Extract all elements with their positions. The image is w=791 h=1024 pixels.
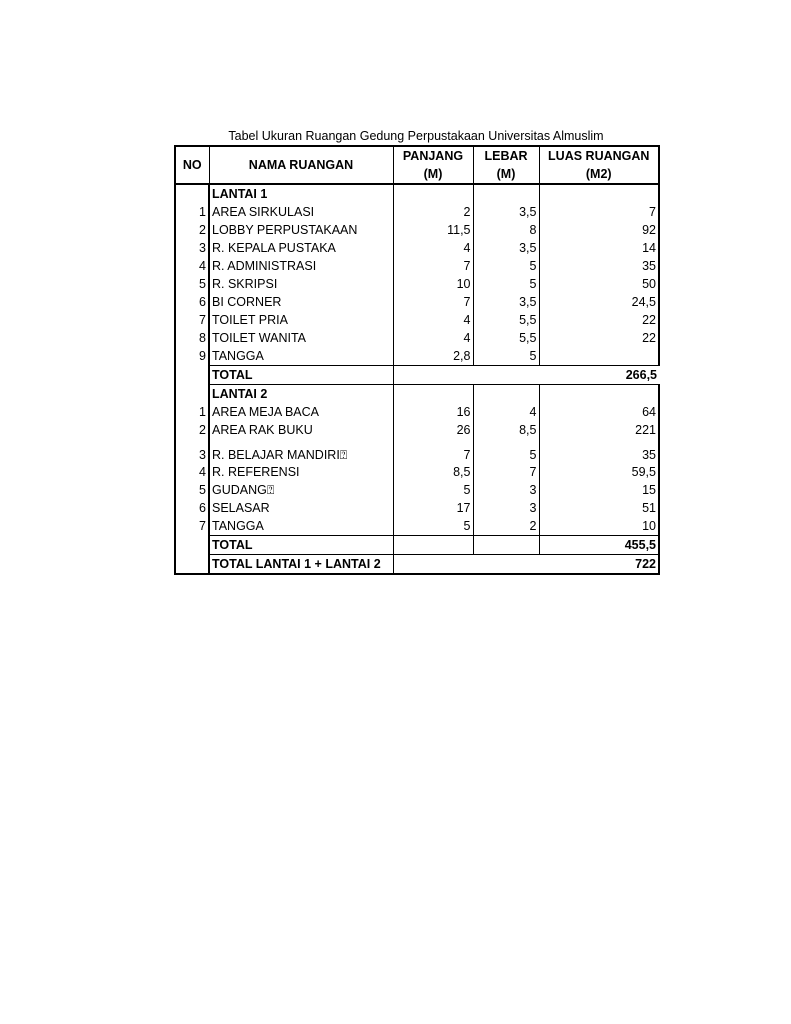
- table-row: [175, 499, 659, 517]
- room-name: AREA SIRKULASI: [209, 203, 393, 221]
- room-length: 16: [393, 403, 473, 421]
- room-name: GUDANG⍰: [209, 481, 393, 499]
- total-row-lantai-2: [175, 536, 659, 555]
- room-area: 35: [539, 257, 659, 275]
- row-number: 6: [175, 499, 209, 517]
- room-length: 11,5: [393, 221, 473, 239]
- room-length: 7: [393, 439, 473, 463]
- room-width: 3: [473, 481, 539, 499]
- room-name: BI CORNER: [209, 293, 393, 311]
- row-number: 2: [175, 421, 209, 439]
- row-number: 4: [175, 463, 209, 481]
- table-row: [175, 293, 659, 311]
- room-length: 17: [393, 499, 473, 517]
- header-luas-unit: (M2): [539, 165, 659, 184]
- room-width: 5,5: [473, 329, 539, 347]
- table-row: [175, 311, 659, 329]
- table-row: [175, 403, 659, 421]
- row-number: 3: [175, 239, 209, 257]
- row-number: 8: [175, 329, 209, 347]
- room-length: 7: [393, 293, 473, 311]
- room-length: 2: [393, 203, 473, 221]
- room-length: 26: [393, 421, 473, 439]
- room-width: 5: [473, 257, 539, 275]
- room-width: 3: [473, 499, 539, 517]
- room-width: 8,5: [473, 421, 539, 439]
- room-width: 3,5: [473, 293, 539, 311]
- room-width: 5,5: [473, 311, 539, 329]
- room-name: R. KEPALA PUSTAKA: [209, 239, 393, 257]
- total-value-text: 266,5: [625, 368, 657, 382]
- total-row-lantai-1: [175, 366, 659, 385]
- room-name: TANGGA: [209, 347, 393, 366]
- row-number: 9: [175, 347, 209, 366]
- room-name: AREA RAK BUKU: [209, 421, 393, 439]
- room-width: 7: [473, 463, 539, 481]
- header-lebar-unit: (M): [473, 165, 539, 184]
- section-title-lantai-1: [175, 184, 659, 203]
- grand-total-value: 722: [393, 555, 659, 575]
- header-row-1: [175, 146, 659, 165]
- room-width: 4: [473, 403, 539, 421]
- room-area: 51: [539, 499, 659, 517]
- room-name: TANGGA: [209, 517, 393, 536]
- header-no: NO: [175, 146, 209, 184]
- room-area: 92: [539, 221, 659, 239]
- room-name: LOBBY PERPUSTAKAAN: [209, 221, 393, 239]
- room-width: 5: [473, 439, 539, 463]
- room-length: 2,8: [393, 347, 473, 366]
- table-row: [175, 257, 659, 275]
- row-number: 5: [175, 481, 209, 499]
- section-title-lantai-2: [175, 385, 659, 404]
- row-number: 7: [175, 311, 209, 329]
- grand-total-label: TOTAL LANTAI 1 + LANTAI 2: [209, 555, 393, 575]
- room-area: 59,5: [539, 463, 659, 481]
- table-row: [175, 221, 659, 239]
- room-area: 64: [539, 403, 659, 421]
- room-width: 3,5: [473, 239, 539, 257]
- table-row: [175, 517, 659, 536]
- room-width: 2: [473, 517, 539, 536]
- room-area: 24,5: [539, 293, 659, 311]
- room-length: 10: [393, 275, 473, 293]
- room-name: R. SKRIPSI: [209, 275, 393, 293]
- section-title: LANTAI 2: [209, 385, 393, 404]
- header-nama-ruangan: NAMA RUANGAN: [209, 146, 393, 184]
- row-number: 6: [175, 293, 209, 311]
- header-lebar: LEBAR: [473, 146, 539, 165]
- room-name: TOILET WANITA: [209, 329, 393, 347]
- section-title: LANTAI 1: [209, 184, 393, 203]
- total-label: TOTAL: [209, 366, 393, 385]
- row-number: 1: [175, 203, 209, 221]
- room-width: 8: [473, 221, 539, 239]
- table-row: [175, 203, 659, 221]
- room-area: 22: [539, 329, 659, 347]
- room-area: 50: [539, 275, 659, 293]
- room-width: 5: [473, 347, 539, 366]
- table-row: [175, 463, 659, 481]
- grand-total-row: [175, 555, 659, 575]
- room-area: 14: [539, 239, 659, 257]
- room-length: 8,5: [393, 463, 473, 481]
- table-row: [175, 439, 659, 463]
- room-name: R. ADMINISTRASI: [209, 257, 393, 275]
- room-area: [539, 347, 659, 366]
- room-area: 221: [539, 421, 659, 439]
- room-area: 7: [539, 203, 659, 221]
- room-length: 4: [393, 239, 473, 257]
- row-number: 7: [175, 517, 209, 536]
- room-name: TOILET PRIA: [209, 311, 393, 329]
- table-row: [175, 275, 659, 293]
- room-length: 5: [393, 481, 473, 499]
- room-size-table: [174, 145, 660, 575]
- row-number: 1: [175, 403, 209, 421]
- table-row: [175, 329, 659, 347]
- table-caption: Tabel Ukuran Ruangan Gedung Perpustakaan Universitas Almuslim: [228, 129, 604, 143]
- room-area: 10: [539, 517, 659, 536]
- room-length: 4: [393, 329, 473, 347]
- header-luas-ruangan: LUAS RUANGAN: [539, 146, 659, 165]
- room-name: R. REFERENSI: [209, 463, 393, 481]
- row-number: 5: [175, 275, 209, 293]
- row-number: 3: [175, 439, 209, 463]
- row-number: 4: [175, 257, 209, 275]
- table-row: [175, 347, 659, 366]
- total-value: 455,5: [539, 536, 659, 555]
- total-value: [393, 366, 659, 385]
- room-area: 15: [539, 481, 659, 499]
- room-width: 5: [473, 275, 539, 293]
- table-row: [175, 239, 659, 257]
- room-area: 35: [539, 439, 659, 463]
- room-area: 22: [539, 311, 659, 329]
- room-width: 3,5: [473, 203, 539, 221]
- room-length: 7: [393, 257, 473, 275]
- table-row: [175, 421, 659, 439]
- room-length: 4: [393, 311, 473, 329]
- room-name: SELASAR: [209, 499, 393, 517]
- row-number: 2: [175, 221, 209, 239]
- room-name: R. BELAJAR MANDIRI⍰: [209, 439, 393, 463]
- header-panjang: PANJANG: [393, 146, 473, 165]
- total-label: TOTAL: [209, 536, 393, 555]
- room-name: AREA MEJA BACA: [209, 403, 393, 421]
- header-panjang-unit: (M): [393, 165, 473, 184]
- table-row: [175, 481, 659, 499]
- room-length: 5: [393, 517, 473, 536]
